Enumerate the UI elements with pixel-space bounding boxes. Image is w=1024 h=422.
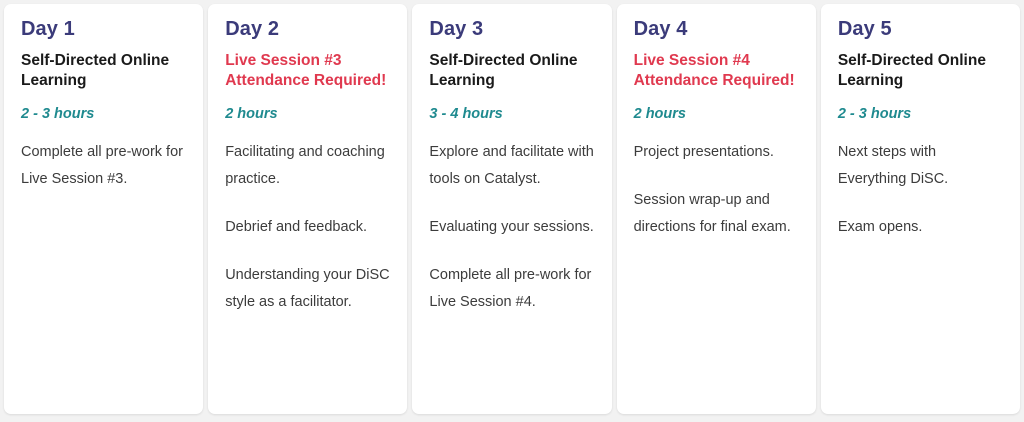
day-card-paragraph: Session wrap-up and directions for final exam. (633, 192, 791, 235)
day-card-title: Day 2 (225, 18, 280, 40)
day-card-body (225, 139, 390, 315)
day-card-title: Day 4 (633, 18, 688, 40)
day-card-body (838, 139, 1003, 240)
day-card-body (21, 139, 186, 193)
day-card-title: Day 1 (21, 18, 75, 40)
day-card-duration: 3 - 4 hours (429, 105, 503, 122)
day-card-title: Day 3 (429, 18, 484, 40)
day-card-paragraph: Complete all pre-work for Live Session #4. (429, 266, 592, 310)
day-card-paragraph: Complete all pre-work for Live Session #3. (21, 144, 183, 188)
day-card-duration: 2 hours (225, 105, 278, 122)
day-card-1 (4, 4, 203, 414)
day-card-paragraph: Evaluating your sessions. (429, 218, 594, 235)
day-card-paragraph: Project presentations. (633, 144, 774, 161)
day-card-paragraph: Debrief and feedback. (225, 218, 368, 235)
day-card-title: Day 5 (837, 18, 892, 40)
day-card-4 (617, 4, 816, 414)
day-card-duration: 2 hours (633, 105, 686, 122)
day-card-5 (821, 4, 1020, 414)
day-card-subtitle: Live Session #4 Attendance Required! (633, 52, 795, 90)
day-card-body (429, 139, 594, 315)
day-card-paragraph: Next steps with Everything DiSC. (837, 144, 949, 188)
day-card-paragraph: Explore and facilitate with tools on Catalyst. (429, 144, 594, 188)
day-card-2 (208, 4, 407, 414)
day-card-subtitle: Live Session #3 Attendance Required! (225, 52, 387, 90)
day-card-3 (412, 4, 611, 414)
day-card-paragraph: Facilitating and coaching practice. (225, 144, 385, 188)
day-card-paragraph: Understanding your DiSC style as a facilitator. (225, 266, 390, 310)
day-card-subtitle: Self-Directed Online Learning (21, 52, 170, 90)
day-card-subtitle: Self-Directed Online Learning (837, 52, 986, 90)
day-card-paragraph: Exam opens. (837, 218, 923, 235)
day-card-duration: 2 - 3 hours (837, 105, 912, 122)
day-card-duration: 2 - 3 hours (21, 105, 95, 122)
day-card-subtitle: Self-Directed Online Learning (429, 52, 578, 90)
day-card-body (634, 139, 799, 240)
